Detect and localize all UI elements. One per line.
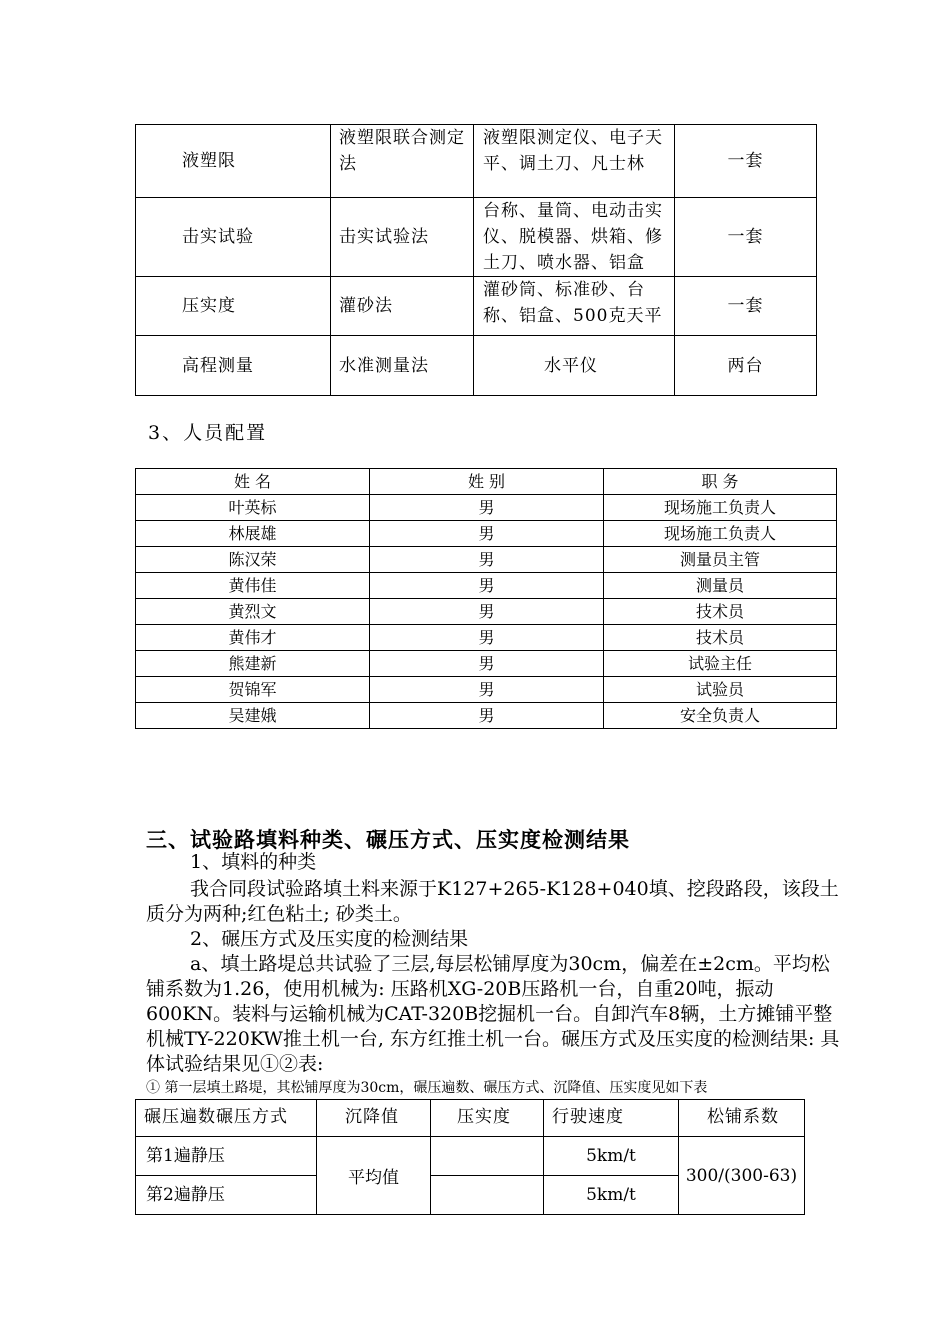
staff-role: 现场施工负责人 [604,495,837,521]
speed-value: 5km/t [544,1176,679,1215]
equipment-instruments: 台称、量筒、电动击实仪、脱模器、烘箱、修土刀、喷水器、铝盒 [474,198,675,277]
equipment-quantity: 一套 [675,125,817,198]
equipment-item: 高程测量 [136,336,331,396]
equipment-quantity: 两台 [675,336,817,396]
column-header: 松铺系数 [679,1100,805,1137]
table-row [136,277,817,336]
equipment-item: 液塑限 [136,125,331,198]
table-row [136,1137,805,1176]
compaction-table [135,1099,805,1215]
table-row [136,495,837,521]
settlement-value: 平均值 [317,1137,431,1215]
table-row [136,521,837,547]
column-header: 职 务 [604,469,837,495]
staff-role: 测量员主管 [604,547,837,573]
staff-name: 黄伟才 [136,625,370,651]
paragraph-compaction: a、填土路堤总共试验了三层,每层松铺厚度为30cm，偏差在±2cm。平均松铺系数为1.26，使用机械为: 压路机XG-20B压路机一台，自重20吨，振动600KN。装料与运输机械为CAT-320B挖掘机一台。自卸汽车8辆，土方摊铺平整机械TY-220KW推土机一台, 东方红推土机一台。碾压方式及压实度的检测结果: 具体试验结果见①②表: [146,953,840,1075]
staff-name: 林展雄 [136,521,370,547]
staff-role: 安全负责人 [604,703,837,729]
speed-value: 5km/t [544,1137,679,1176]
table-row [136,336,817,396]
loose-coefficient: 300/(300-63) [679,1137,805,1215]
section-title: 三、试验路填料种类、碾压方式、压实度检测结果 [146,828,630,852]
staff-name: 熊建新 [136,651,370,677]
compaction-empty-cell [431,1137,544,1176]
equipment-item: 击实试验 [136,198,331,277]
staff-role: 技术员 [604,599,837,625]
staff-role: 试验主任 [604,651,837,677]
paragraph-fill-source: 我合同段试验路填土料来源于K127+265-K128+040填、挖段路段，该段土质分为两种;红色粘土; 砂类土。 [146,878,839,925]
table-header-row [136,1100,805,1137]
staff-gender: 男 [370,521,604,547]
equipment-quantity: 一套 [675,198,817,277]
staff-gender: 男 [370,625,604,651]
staff-role: 试验员 [604,677,837,703]
staff-role: 现场施工负责人 [604,521,837,547]
staff-gender: 男 [370,573,604,599]
equipment-quantity: 一套 [675,277,817,336]
equipment-method: 灌砂法 [331,277,474,336]
equipment-table [135,124,817,396]
column-header: 碾压遍数碾压方式 [136,1100,317,1137]
staff-gender: 男 [370,677,604,703]
staff-table [135,468,837,729]
equipment-instruments: 水平仪 [474,336,675,396]
staff-name: 黄烈文 [136,599,370,625]
column-header: 压实度 [431,1100,544,1137]
subheading-compaction: 2、碾压方式及压实度的检测结果 [190,928,469,950]
staff-name: 叶英标 [136,495,370,521]
equipment-item: 压实度 [136,277,331,336]
staff-gender: 男 [370,651,604,677]
table-row [136,677,837,703]
table-row [136,625,837,651]
staff-heading: 3、人员配置 [148,422,268,444]
column-header: 沉降值 [317,1100,431,1137]
staff-gender: 男 [370,547,604,573]
equipment-method: 击实试验法 [331,198,474,277]
equipment-method: 液塑限联合测定法 [331,125,474,198]
table-row [136,599,837,625]
staff-name: 黄伟佳 [136,573,370,599]
table-note: ① 第一层填土路堤，其松铺厚度为30cm，碾压遍数、碾压方式、沉降值、压实度见如下表 [146,1080,708,1096]
staff-name: 陈汉荣 [136,547,370,573]
equipment-instruments: 液塑限测定仪、电子天平、调土刀、凡士林 [474,125,675,198]
staff-role: 技术员 [604,625,837,651]
staff-name: 吴建娥 [136,703,370,729]
column-header: 姓 别 [370,469,604,495]
staff-gender: 男 [370,703,604,729]
table-row [136,198,817,277]
table-row [136,573,837,599]
staff-role: 测量员 [604,573,837,599]
column-header: 行驶速度 [544,1100,679,1137]
pass-label: 第2遍静压 [136,1176,317,1215]
table-header-row [136,469,837,495]
column-header: 姓 名 [136,469,370,495]
table-row [136,651,837,677]
table-row [136,703,837,729]
staff-gender: 男 [370,599,604,625]
table-row [136,125,817,198]
table-row [136,547,837,573]
compaction-empty-cell [431,1176,544,1215]
subheading-fill-type: 1、填料的种类 [190,851,317,873]
equipment-method: 水准测量法 [331,336,474,396]
staff-name: 贺锦军 [136,677,370,703]
pass-label: 第1遍静压 [136,1137,317,1176]
staff-gender: 男 [370,495,604,521]
equipment-instruments: 灌砂筒、标准砂、台称、铝盒、500克天平 [474,277,675,336]
